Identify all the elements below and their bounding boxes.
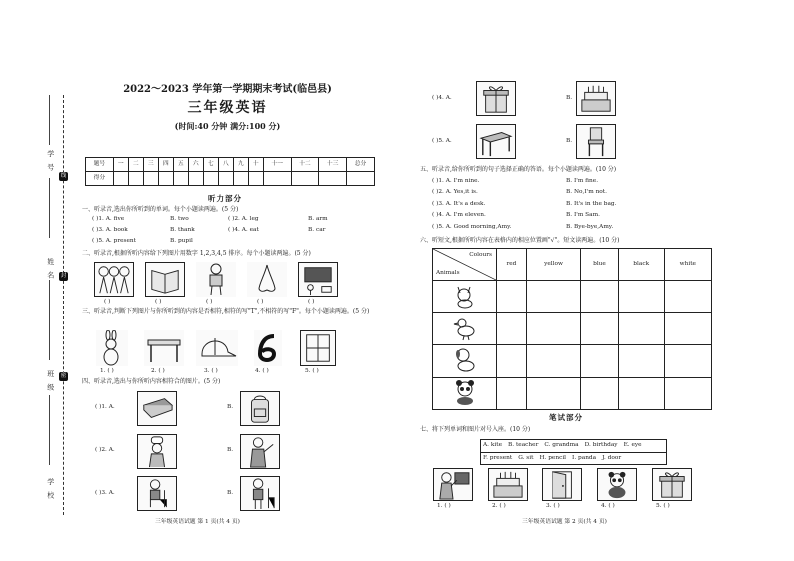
name-field[interactable] [49, 280, 50, 360]
window-picture [300, 330, 336, 366]
book-picture [145, 262, 185, 297]
boy-sitting-option-picture[interactable] [137, 476, 177, 511]
tick-cell[interactable] [497, 281, 527, 313]
gift-option-picture[interactable] [476, 81, 516, 116]
tick-cell[interactable] [526, 377, 580, 409]
word-option: F. present [483, 454, 513, 461]
q7-blank-1[interactable]: 1. ( ) [437, 503, 451, 509]
q5-item-1-a[interactable]: ( )1. A. I'm nine. [432, 178, 480, 184]
teacher-option-picture[interactable] [240, 434, 280, 469]
q7-blank-4[interactable]: 4. ( ) [601, 503, 615, 509]
teacher-picture [433, 468, 473, 501]
q4-item-1-b[interactable]: B. [227, 404, 234, 410]
tick-cell[interactable] [526, 345, 580, 377]
q5-item-4-a[interactable]: ( )4. A. I'm eleven. [432, 212, 486, 218]
exam-title: 2022～2023 学年第一学期期末考试(临邑县) [123, 84, 332, 95]
q4-item-5-b[interactable]: B. [566, 138, 573, 144]
word-option: D. birthday [584, 442, 618, 449]
q4-item-2-label[interactable]: ( )2. A. [95, 447, 115, 453]
q4-item-3-label[interactable]: ( )3. A. [95, 490, 115, 496]
book-option-picture[interactable] [137, 391, 177, 426]
word-option: B. teacher [508, 442, 539, 449]
word-bank-row-1 [481, 440, 666, 452]
q2-blank-4[interactable]: ( ) [257, 299, 264, 305]
cook-option-picture[interactable] [137, 434, 177, 469]
q2-blank-1[interactable]: ( ) [104, 299, 111, 305]
q3-title: 三、听录音,判断下列图片与你所听到的内容是否相符,相符的写"T",不相符的写"F"。每个小题读两遍。(5 分) [82, 308, 370, 315]
q2-blank-2[interactable]: ( ) [155, 299, 162, 305]
time-info: (时间:40 分钟 满分:100 分) [174, 121, 281, 131]
q2-blank-3[interactable]: ( ) [206, 299, 213, 305]
score-cell: 三 [143, 158, 158, 172]
word-bank-row-2 [481, 452, 666, 464]
tick-cell[interactable] [618, 377, 664, 409]
score-cell: 二 [128, 158, 143, 172]
q3-blank-1[interactable]: 1. ( ) [100, 368, 114, 374]
q4-item-4-label[interactable]: ( )4. A. [432, 95, 452, 101]
student-id-field[interactable] [49, 95, 50, 145]
word-option: I. panda [572, 454, 597, 461]
cut-line [63, 95, 64, 515]
cake-option-picture[interactable] [576, 81, 616, 116]
q7-title: 七、将下列单词和图片对号入座。(10 分) [420, 426, 531, 433]
door-picture [542, 468, 582, 501]
tick-cell[interactable] [618, 345, 664, 377]
q5-item-1-b[interactable]: B. I'm fine. [566, 178, 599, 184]
score-input[interactable] [218, 172, 233, 186]
kids-picture [94, 262, 134, 297]
writing-heading: 笔试部分 [549, 413, 583, 422]
bird-icon [433, 313, 497, 345]
colour-animal-table [432, 248, 712, 410]
student-id-field-2[interactable] [49, 178, 50, 238]
word-option: J. door [602, 454, 622, 461]
boy-standing-option-picture[interactable] [240, 476, 280, 511]
footer-left: 三年级英语试题 第 1 页(共 4 页) [155, 519, 240, 525]
score-input[interactable] [347, 172, 375, 186]
q7-blank-2[interactable]: 2. ( ) [492, 503, 506, 509]
q1-item-1-b[interactable]: B. two [170, 216, 189, 222]
desk-option-picture[interactable] [476, 124, 516, 159]
word-option: E. eye [623, 442, 642, 449]
q7-blank-3[interactable]: 3. ( ) [546, 503, 560, 509]
seal-secret: 密 [60, 373, 67, 379]
q5-item-2-b[interactable]: B. No,I'm not. [566, 189, 607, 195]
colour-header-red: red [497, 249, 527, 281]
table-row [433, 345, 712, 377]
q3-blank-2[interactable]: 2. ( ) [151, 368, 165, 374]
pupil-picture [196, 262, 236, 297]
schoolbag-option-picture[interactable] [240, 391, 280, 426]
q1-item-4-b[interactable]: B. car [308, 227, 326, 233]
colour-header-yellow: yellow [526, 249, 580, 281]
classroom-picture [298, 262, 338, 297]
colour-header-white: white [664, 249, 711, 281]
footer-right: 三年级英语试题 第 2 页(共 4 页) [522, 519, 607, 525]
score-input[interactable] [319, 172, 347, 186]
q1-item-2-b[interactable]: B. arm [308, 216, 328, 222]
q2-blank-5[interactable]: ( ) [308, 299, 315, 305]
table-row [433, 313, 712, 345]
word-option: C. grandma [544, 442, 579, 449]
tick-cell[interactable] [581, 377, 619, 409]
word-option: H. pencil [539, 454, 567, 461]
word-option: G. sit [518, 454, 534, 461]
colour-header-black: black [618, 249, 664, 281]
q5-item-5-b[interactable]: B. Bye-bye,Amy. [566, 224, 614, 230]
dog-icon [433, 345, 497, 377]
score-input[interactable] [248, 172, 263, 186]
score-input[interactable] [158, 172, 173, 186]
q5-title: 五、听录音,给你所听到的句子选择正确的答语。每个小题读两遍。(10 分) [420, 166, 617, 173]
desk-picture [144, 330, 184, 366]
student-id-label: 学 号 [46, 150, 55, 173]
tick-cell[interactable] [618, 281, 664, 313]
score-cell: 十二 [291, 158, 319, 172]
table-corner-cell [433, 249, 497, 281]
word-option: A. kite [483, 442, 502, 449]
q4-item-4-b[interactable]: B. [566, 95, 573, 101]
q5-item-5-a[interactable]: ( )5. A. Good morning,Amy. [432, 224, 512, 230]
tick-cell[interactable] [581, 313, 619, 345]
seal-line: 线 [60, 173, 67, 179]
grade-title: 三年级英语 [187, 100, 268, 116]
q5-item-3-a[interactable]: ( )3. A. It's a desk. [432, 201, 486, 207]
panda-icon [433, 377, 497, 409]
tick-cell[interactable] [581, 281, 619, 313]
cap-picture [196, 330, 238, 366]
q7-blank-5[interactable]: 5. ( ) [656, 503, 670, 509]
q1-item-3-b[interactable]: B. thank [170, 227, 195, 233]
score-cell: 六 [188, 158, 203, 172]
binding-margin [0, 0, 70, 561]
score-cell: 五 [173, 158, 188, 172]
score-input[interactable] [173, 172, 188, 186]
number-six-picture [254, 330, 282, 366]
listening-heading: 听力部分 [208, 194, 242, 203]
present-picture [652, 468, 692, 501]
score-table-score-row [86, 172, 375, 186]
tick-cell[interactable] [497, 313, 527, 345]
table-row [433, 377, 712, 409]
q5-item-2-a[interactable]: ( )2. A. Yes,it is. [432, 189, 478, 195]
tick-cell[interactable] [664, 281, 711, 313]
rabbit-picture [96, 330, 128, 366]
q5-item-3-b[interactable]: B. It's in the bag. [566, 201, 617, 207]
tick-cell[interactable] [664, 345, 711, 377]
q3-blank-4[interactable]: 4. ( ) [255, 368, 269, 374]
score-input[interactable] [188, 172, 203, 186]
score-cell: 四 [158, 158, 173, 172]
q1-item-5[interactable]: ( )5. A. present [92, 238, 136, 244]
tick-cell[interactable] [526, 281, 580, 313]
score-cell: 十三 [319, 158, 347, 172]
chair-option-picture[interactable] [576, 124, 616, 159]
score-input[interactable] [113, 172, 128, 186]
score-cell: 总分 [347, 158, 375, 172]
q1-item-2[interactable]: ( )2. A. leg [228, 216, 259, 222]
table-row [433, 281, 712, 313]
panda-picture [597, 468, 637, 501]
q4-item-2-b[interactable]: B. [227, 447, 234, 453]
score-cell: 十 [248, 158, 263, 172]
tick-cell[interactable] [664, 313, 711, 345]
word-bank [480, 439, 667, 465]
q1-item-3[interactable]: ( )3. A. book [92, 227, 128, 233]
name-label: 姓 名 [46, 258, 55, 281]
score-cell: 一 [113, 158, 128, 172]
q1-item-4[interactable]: ( )4. A. eat [228, 227, 259, 233]
score-table-header-row [86, 158, 375, 172]
seal-seal: 封 [60, 273, 67, 279]
q6-title: 六、听短文,根据所听内容在表格内的相应位置画"√"。短文读两遍。(10 分) [420, 237, 620, 244]
score-table [85, 157, 375, 186]
score-input[interactable] [263, 172, 291, 186]
class-field[interactable] [49, 395, 50, 465]
score-row-label: 得分 [86, 172, 114, 186]
score-cell: 八 [218, 158, 233, 172]
school-label: 学 校 [46, 478, 55, 501]
birthday-cake-picture [488, 468, 528, 501]
score-cell: 题号 [86, 158, 114, 172]
q3-blank-5[interactable]: 5. ( ) [305, 368, 319, 374]
q4-title: 四、听录音,选出与你所听内容相符合的图片。(5 分) [82, 378, 221, 385]
q4-item-1-label[interactable]: ( )1. A. [95, 404, 115, 410]
nose-picture [247, 262, 287, 297]
colours-header: Colours [469, 252, 492, 258]
tick-cell[interactable] [581, 345, 619, 377]
cat-icon [433, 281, 497, 313]
q3-blank-3[interactable]: 3. ( ) [204, 368, 218, 374]
q1-item-1[interactable]: ( )1. A. five [92, 216, 125, 222]
animals-header: Animals [436, 269, 460, 276]
score-input[interactable] [128, 172, 143, 186]
table-header-row [433, 249, 712, 281]
colour-header-blue: blue [581, 249, 619, 281]
tick-cell[interactable] [526, 313, 580, 345]
score-input[interactable] [143, 172, 158, 186]
tick-cell[interactable] [664, 377, 711, 409]
q5-item-4-b[interactable]: B. I'm Sam. [566, 212, 600, 218]
score-input[interactable] [291, 172, 319, 186]
score-cell: 七 [203, 158, 218, 172]
tick-cell[interactable] [497, 377, 527, 409]
q4-item-3-b[interactable]: B. [227, 490, 234, 496]
score-input[interactable] [203, 172, 218, 186]
class-label: 班 级 [46, 370, 55, 393]
score-input[interactable] [233, 172, 248, 186]
tick-cell[interactable] [497, 345, 527, 377]
q1-item-5-b[interactable]: B. pupil [170, 238, 193, 244]
q2-title: 二、听录音,根据所听内容给下列图片用数字 1,2,3,4,5 排序。每个小题读两遍。(5 分) [82, 250, 311, 257]
tick-cell[interactable] [618, 313, 664, 345]
score-cell: 九 [233, 158, 248, 172]
q1-title: 一、听录音,选出你所听到的单词。每个小题读两遍。(5 分) [82, 206, 239, 213]
q4-item-5-label[interactable]: ( )5. A. [432, 138, 452, 144]
score-cell: 十一 [263, 158, 291, 172]
